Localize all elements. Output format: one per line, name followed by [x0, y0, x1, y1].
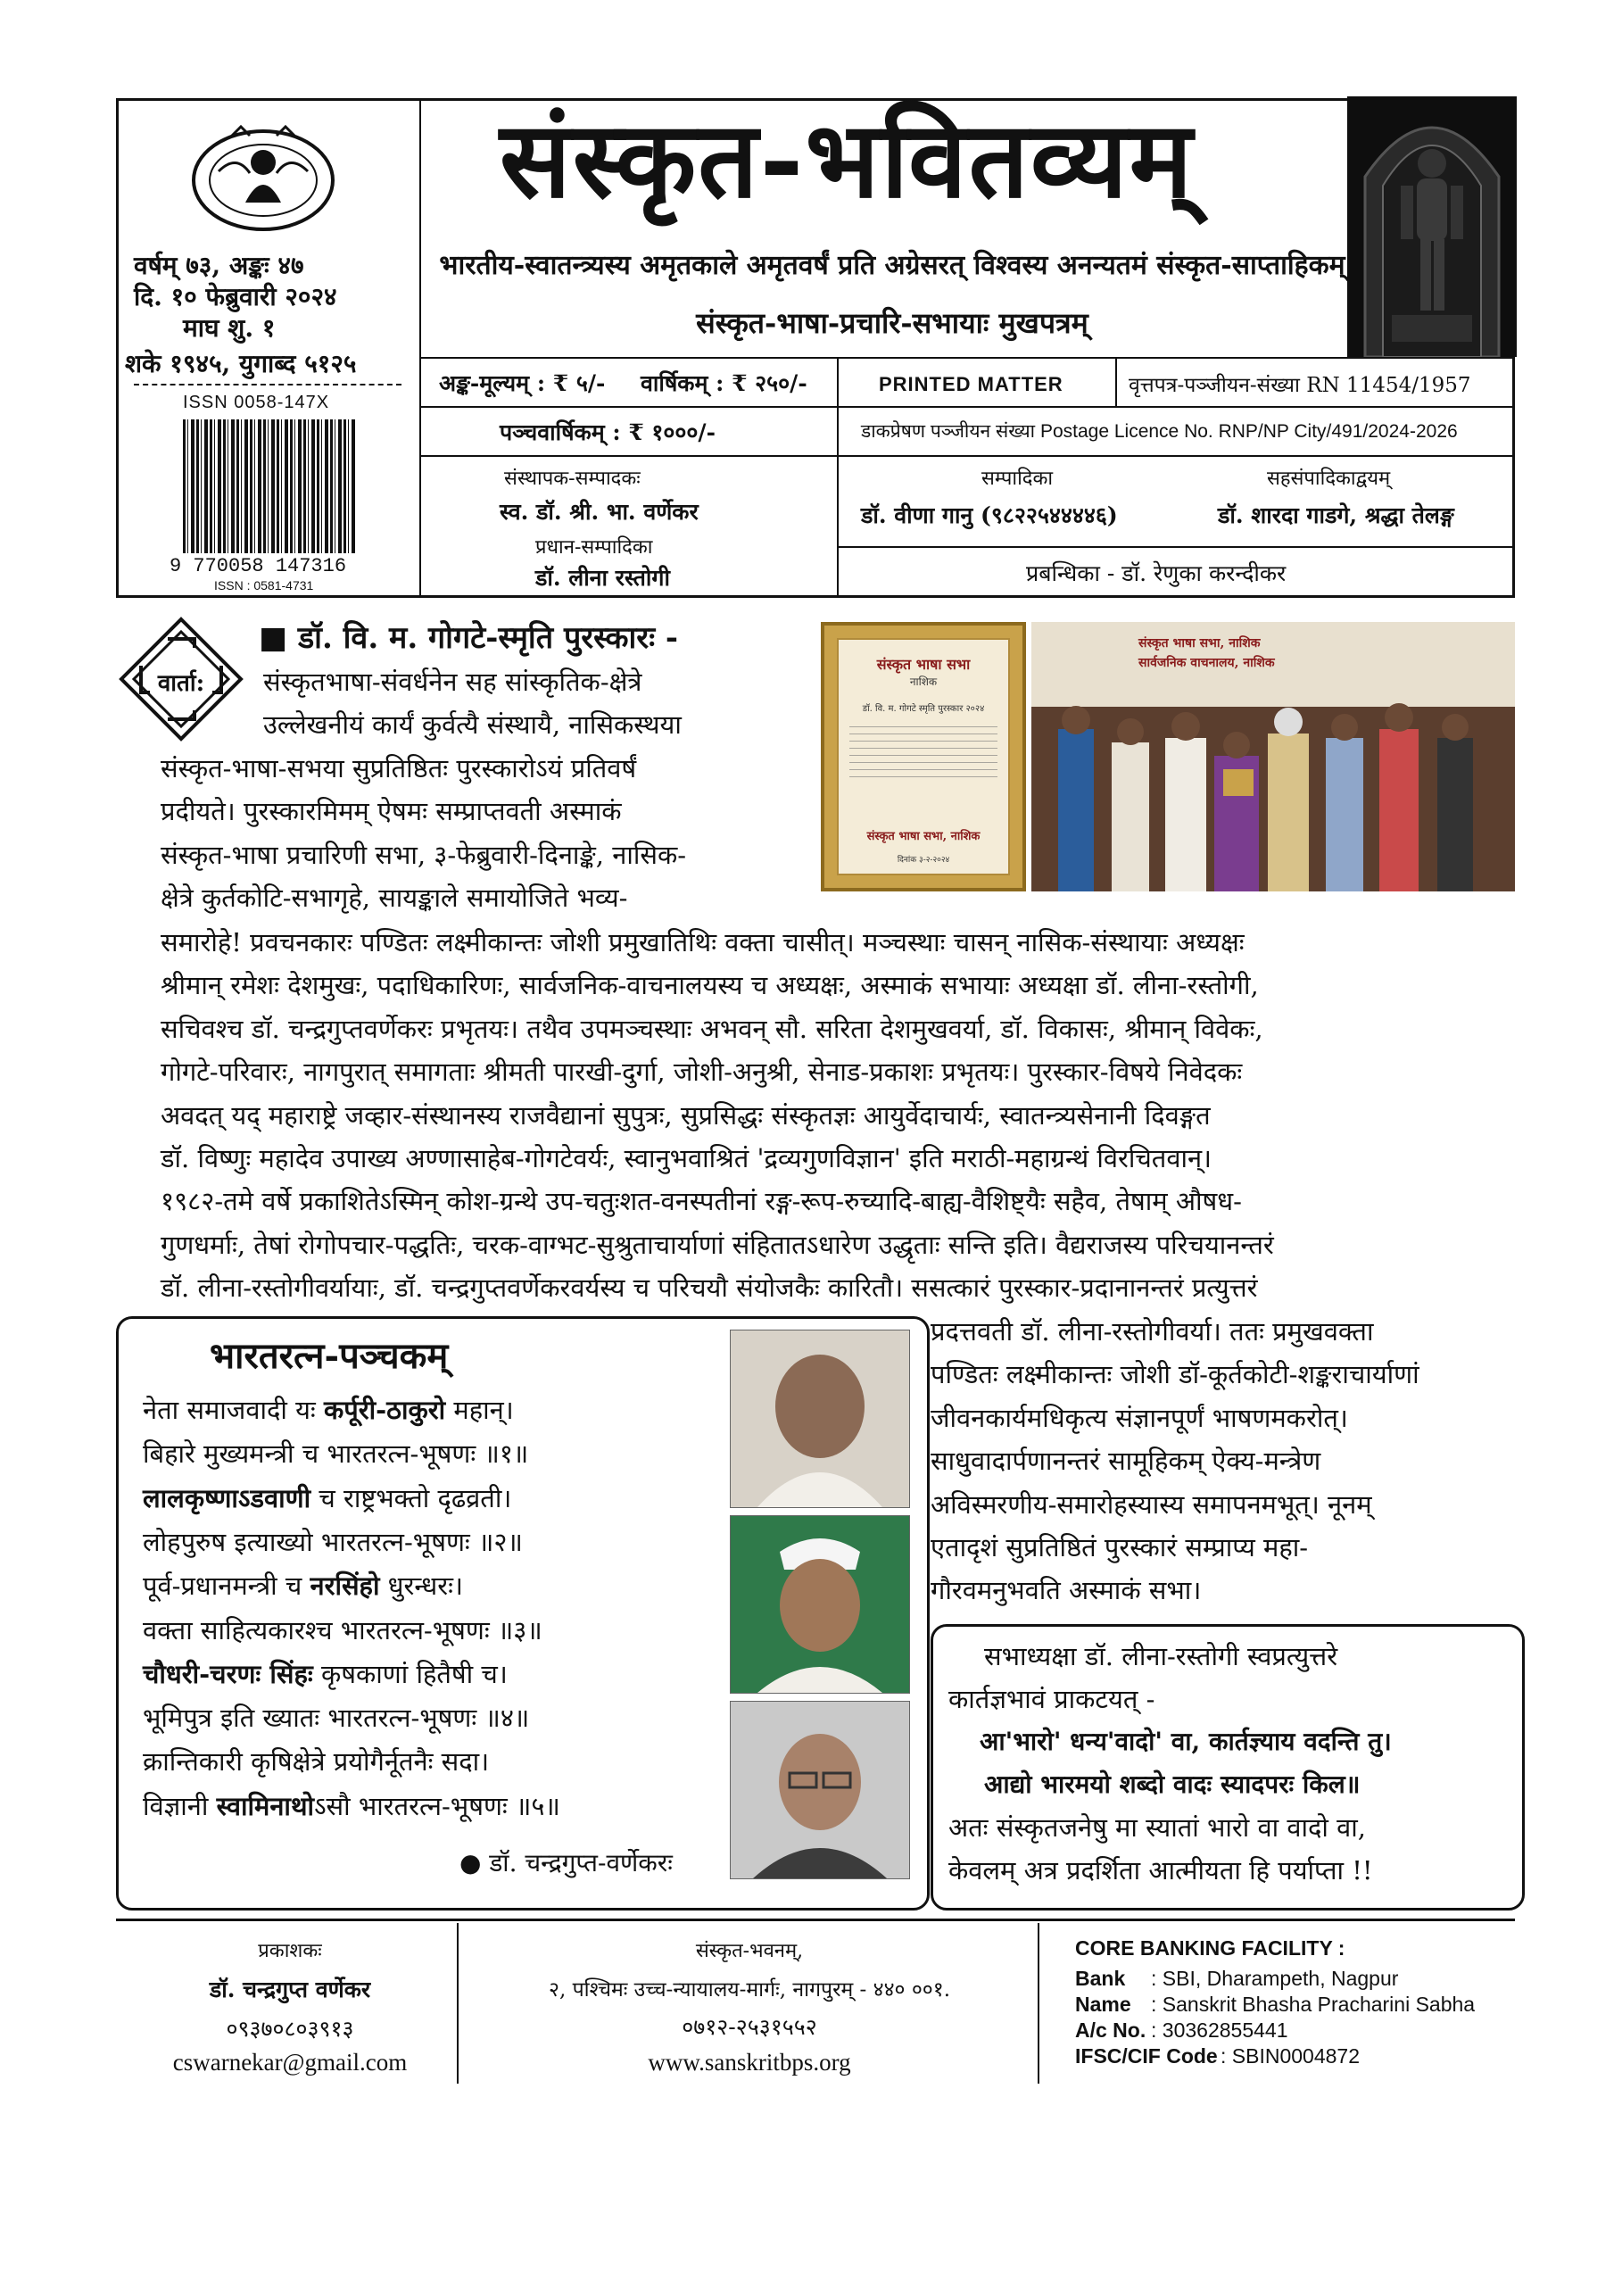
poem-line	[143, 1788, 560, 1823]
award-ceremony-photo	[1031, 622, 1515, 891]
address-phone: ०७१२-२५३१५५२	[682, 2014, 817, 2040]
certificate-header: संस्कृत भाषा सभा	[876, 656, 971, 673]
article-line: श्रीमान् रमेशः देशमुखः, पदाधिकारिणः, सार्वजनिक-वाचनालयस्य च अध्यक्षः, अस्माकं सभायाः अध्यक्षा डॉ. लीना-रस्तोगी,	[161, 970, 1259, 1001]
article-line: संस्कृतभाषा-संवर्धनेन सह सांस्कृतिक-क्षेत्रे	[263, 667, 642, 697]
publisher-email[interactable]: cswarnekar@gmail.com	[172, 2049, 408, 2076]
certificate-subheader: नाशिक	[909, 676, 938, 688]
portrait-1	[730, 1330, 910, 1508]
certificate-footer: संस्कृत भाषा सभा, नाशिक	[866, 830, 981, 843]
issn-label: ISSN 0058-147X	[183, 393, 330, 412]
quote-verse-2: आद्यो भारमयो शब्दो वादः स्यादपरः किल॥	[984, 1770, 1361, 1799]
founder-label: संस्थापक-सम्पादकः	[504, 468, 641, 490]
issue-volume: वर्षम् ७३, अङ्कः ४७	[134, 251, 304, 280]
dashed-divider	[134, 384, 401, 385]
event-banner-line2: सार्वजनिक वाचनालय, नाशिक	[1138, 656, 1275, 670]
poem-name-highlight: नरसिंहो	[310, 1571, 380, 1602]
poem-text: महान्।	[445, 1395, 514, 1425]
manager-name: प्रबन्धिका - डॉ. रेणुका करन्दीकर	[1026, 560, 1287, 586]
poem-text: च राष्ट्रभक्तो दृढव्रती।	[310, 1482, 512, 1513]
article-right-column	[931, 1310, 1519, 1612]
five-year-subscription: पञ्चवार्षिकम् : ₹ १०००/-	[500, 419, 716, 445]
bank-row-label: Bank	[1075, 1967, 1126, 1990]
article-line: एतादृशं सुप्रतिष्ठितं पुरस्कारं सम्प्राप्य महा-	[931, 1532, 1309, 1563]
address-title: संस्कृत-भवनम्,	[695, 1940, 804, 1962]
editor-label: सम्पादिका	[981, 468, 1054, 490]
grid-line	[419, 455, 1515, 457]
article-line: प्रदत्तवती डॉ. लीना-रस्तोगीवर्या। ततः प्रमुखवक्ता	[931, 1316, 1374, 1347]
poem-line	[143, 1436, 528, 1471]
poem-line	[143, 1392, 514, 1427]
newspaper-title: संस्कृत-भवितव्यम्	[500, 97, 1195, 221]
article-line: उल्लेखनीयं कार्यं कुर्वत्यै संस्थायै, नासिकस्थया	[263, 709, 682, 741]
poem-line	[143, 1480, 511, 1515]
bank-row-value: : 30362855441	[1151, 2018, 1288, 2042]
article-line: संस्कृत-भाषा प्रचारिणी सभा, ३-फेब्रुवारी-दिनाङ्के, नासिक-	[161, 839, 687, 870]
quote-line-2: कार्तज्ञभावं प्राकटयत् -	[948, 1684, 1155, 1714]
poem-text: विज्ञानी	[143, 1790, 217, 1821]
coeditors-names: डॉ. शारदा गाडगे, श्रद्धा तेलङ्ग	[1218, 502, 1454, 528]
poem-line	[143, 1524, 523, 1559]
poem-title: भारतरत्न-पञ्चकम्	[210, 1335, 449, 1377]
footer-rule	[116, 1919, 1515, 1921]
poem-name-highlight: कर्पूरी-ठाकुरो	[324, 1395, 446, 1425]
poem-text: कृषकाणां हितैषी च।	[312, 1658, 508, 1689]
article-wide-column	[161, 921, 1517, 1310]
grid-line	[1115, 357, 1117, 406]
article-line: गौरवमनुभवति अस्माकं सभा।	[931, 1575, 1202, 1606]
article-line: डॉ. लीना-रस्तोगीवर्यायाः, डॉ. चन्द्रगुप्तवर्णेकरवर्यस्य च परिचयौ संयोजकैः कारितौ। ससत्कारं पुरस्कार-प्रदानानन्तरं प्रत्युत्तरं	[161, 1272, 1258, 1304]
event-banner-line1: संस्कृत भाषा सभा, नाशिक	[1138, 636, 1261, 651]
article-line: जीवनकार्यमधिकृत्य संज्ञानपूर्णं भाषणमकरोत्।	[931, 1402, 1348, 1433]
article-line: प्रदीयते। पुरस्कारमिमम् ऐषमः सम्प्राप्तवती अस्माकं	[161, 796, 622, 827]
article-line: १९८२-तमे वर्षे प्रकाशितेऽस्मिन् कोश-ग्रन्थे उप-चतुःशत-वनस्पतीनां रङ्ग-रूप-रुच्यादि-बाह्य-वैशिष्ट्यैः सहैव, तेषाम् औषध-	[161, 1186, 1242, 1217]
article-line: अविस्मरणीय-समारोहस्यास्य समापनमभूत्। नूनम्	[931, 1488, 1372, 1520]
bank-row-value: : Sanskrit Bhasha Pracharini Sabha	[1151, 1993, 1476, 2016]
ram-lalla-idol-image	[1347, 96, 1517, 357]
poem-name-highlight: स्वामिनाथो	[216, 1790, 314, 1821]
saraswati-emblem-icon	[183, 118, 343, 234]
poem-text: ऽसौ भारतरत्न-भूषणः ॥५॥	[313, 1790, 560, 1821]
barcode	[183, 419, 357, 553]
printed-matter: PRINTED MATTER	[879, 373, 1063, 395]
article-line: साधुवादार्पणानन्तरं सामूहिकम् ऐक्य-मन्त्रेण	[931, 1446, 1321, 1477]
editor-name: डॉ. वीणा गानु (९८२२५४४४४६)	[861, 502, 1118, 528]
chief-editor-label: प्रधान-सम्पादिका	[535, 536, 653, 559]
article-line: क्षेत्रे कुर्तकोटि-सभागृहे, सायङ्काले समायोजिते भव्य-	[161, 883, 628, 914]
quote-line-1: सभाध्यक्षा डॉ. लीना-रस्तोगी स्वप्रत्युत्तरे	[984, 1641, 1338, 1671]
article-line: संस्कृत-भाषा-सभया सुप्रतिष्ठितः पुरस्कारोऽयं प्रतिवर्षं	[161, 752, 637, 783]
article-line: गुणधर्माः, तेषां रोगोपचार-पद्धतिः, चरक-वाग्भट-सुश्रुताचार्याणां संहितातऽधारेण उद्धृताः सन्ति इति। वैद्यराजस्य परिचयानन्तरं	[161, 1229, 1274, 1260]
varta-badge-label: वार्ता:	[157, 670, 205, 697]
quote-line-4: केवलम् अत्र प्रदर्शिता आत्मीयता हि पर्याप्ता !!	[948, 1855, 1373, 1886]
founder-name: स्व. डॉ. श्री. भा. वर्णेकर	[500, 499, 699, 525]
footer-divider	[1038, 1923, 1039, 2084]
quote-verse-1: आ'भारो' धन्य'वादो' वा, कार्तज्ञ्याय वदन्ति तु।	[980, 1727, 1392, 1756]
tagline: भारतीय-स्वातन्त्र्यस्य अमृतकाले अमृतवर्षं प्रति अग्रेसरत् विश्वस्य अनन्यतमं संस्कृत-साप्ताहिकम्	[439, 250, 1345, 281]
poem-text: क्रान्तिकारी कृषिक्षेत्रे प्रयोगैर्नूतनैः सदा।	[143, 1746, 490, 1778]
certificate-title: डॉ. वि. म. गोगटे स्मृति पुरस्कार २०२४	[862, 704, 985, 714]
bank-row-label: A/c No.	[1075, 2018, 1146, 2042]
certificate-date: दिनांक ३-२-२०२४	[897, 856, 950, 865]
bank-title: CORE BANKING FACILITY :	[1075, 1936, 1345, 1960]
barcode-number: 9 770058 147316	[170, 555, 347, 577]
poem-text: भूमिपुत्र इति ख्यातः भारतरत्न-भूषणः ॥४॥	[143, 1703, 530, 1734]
issue-tithi: माघ शु. १	[183, 313, 276, 343]
poem-text: धुरन्धरः।	[379, 1571, 463, 1602]
bank-row-value: : SBI, Dharampeth, Nagpur	[1151, 1967, 1399, 1990]
poem-line	[143, 1568, 463, 1603]
poem-line	[143, 1700, 529, 1735]
annual-subscription: वार्षिकम् : ₹ २५०/-	[641, 370, 807, 396]
award-certificate-photo	[821, 622, 1026, 891]
issue-date: दि. १० फेब्रुवारी २०२४	[134, 282, 337, 311]
issue-shaka: शके १९४५, युगाब्द ५१२५	[125, 349, 357, 378]
article-line: समारोहे! प्रवचनकारः पण्डितः लक्ष्मीकान्तः जोशी प्रमुखातिथिः वक्ता चासीत्। मञ्चस्थाः चासन् नासिक-संस्थायाः अध्यक्षः	[161, 927, 1245, 957]
publisher-label: प्रकाशकः	[258, 1940, 322, 1962]
article-line: डॉ. विष्णुः महादेव उपाख्य अण्णासाहेब-गोगटेवर्यः, स्वानुभवाश्रितं 'द्रव्यगुणविज्ञान' इति मराठी-महाग्रन्थं विरचितवान्।	[161, 1143, 1212, 1174]
article-narrow-column	[161, 660, 799, 919]
bank-row-label: IFSC/CIF Code	[1075, 2044, 1218, 2068]
poem-text: बिहारे मुख्यमन्त्री च भारतरत्न-भूषणः ॥१॥	[143, 1438, 529, 1470]
poem-line	[143, 1744, 489, 1778]
portrait-2	[730, 1515, 910, 1694]
left-column-divider	[419, 98, 421, 598]
issue-price: अङ्क-मूल्यम् : ₹ ५/-	[439, 370, 606, 396]
postal-licence: डाकप्रेषण पञ्जीयन संख्या Postage Licence No. RNP/NP City/491/2024-2026	[861, 421, 1458, 442]
quote-line-3: अतः संस्कृतजनेषु मा स्यातां भारो वा वादो वा,	[948, 1812, 1366, 1843]
poem-name-highlight: चौधरी-चरणः सिंहः	[143, 1658, 313, 1689]
poem-line	[143, 1656, 508, 1691]
bank-row-label: Name	[1075, 1993, 1131, 2016]
subtagline: संस्कृत-भाषा-प्रचारि-सभायाः मुखपत्रम्	[696, 306, 1088, 340]
poem-name-highlight: लालकृष्णाऽडवाणी	[143, 1482, 311, 1513]
website-link[interactable]: www.sanskritbps.org	[648, 2049, 851, 2076]
portrait-3	[730, 1701, 910, 1879]
society-logo	[183, 118, 343, 234]
grid-line	[419, 357, 1515, 359]
article-line: पण्डितः लक्ष्मीकान्तः जोशी डॉ-कूर्तकोटी-शङ्कराचार्याणां	[931, 1359, 1419, 1390]
poem-author: ● डॉ. चन्द्रगुप्त-वर्णेकरः	[459, 1848, 673, 1877]
poem-text: नेता समाजवादी यः	[143, 1395, 324, 1425]
publisher-phone: ०९३७०८०३९१३	[226, 2016, 354, 2042]
article-line: अवदत् यद् महाराष्ट्रे जव्हार-संस्थानस्य राजवैद्यानां सुपुत्रः, सुप्रसिद्धः संस्कृतज्ञः आयुर्वेदाचार्यः, स्वातन्त्र्यसेनानी दिवङ्गत	[161, 1099, 1211, 1131]
registration-number: वृत्तपत्र-पञ्जीयन-संख्या RN 11454/1957	[1129, 374, 1471, 397]
grid-line	[837, 357, 839, 598]
footer-divider	[457, 1923, 459, 2084]
poem-text: लोहपुरुष इत्याख्यो भारतरत्न-भूषणः ॥२॥	[143, 1526, 523, 1557]
poem-line	[143, 1612, 542, 1647]
grid-line	[837, 546, 1515, 548]
issn-online: ISSN : 0581-4731	[214, 578, 314, 593]
poem-text: पूर्व-प्रधानमन्त्री च	[143, 1571, 310, 1602]
coeditors-label: सहसंपादिकाद्वयम्	[1267, 468, 1391, 490]
publisher-name: डॉ. चन्द्रगुप्त वर्णेकर	[209, 1977, 371, 2002]
poem-text: वक्ता साहित्यकारश्च भारतरत्न-भूषणः ॥३॥	[143, 1614, 542, 1645]
chief-editor-name: डॉ. लीना रस्तोगी	[535, 565, 670, 591]
article-headline: ■ डॉ. वि. म. गोगटे-स्मृति पुरस्कारः -	[259, 620, 679, 656]
article-line: गोगटे-परिवारः, नागपुरात् समागताः श्रीमती पारखी-दुर्गा, जोशी-अनुश्री, सेनाड-प्रकाशः प्रभृतयः। पुरस्कार-विषये निवेदकः	[161, 1057, 1243, 1088]
bank-row-value: : SBIN0004872	[1221, 2044, 1361, 2068]
article-line: सचिवश्च डॉ. चन्द्रगुप्तवर्णेकरः प्रभृतयः। तथैव उपमञ्चस्थाः अभवन् सौ. सरिता देशमुखवर्या, डॉ. विकासः, श्रीमान् विवेकः,	[161, 1013, 1263, 1044]
grid-line	[419, 406, 1515, 408]
address-line: २, पश्चिमः उच्च-न्यायालय-मार्गः, नागपुरम् - ४४० ००१.	[548, 1978, 951, 2002]
